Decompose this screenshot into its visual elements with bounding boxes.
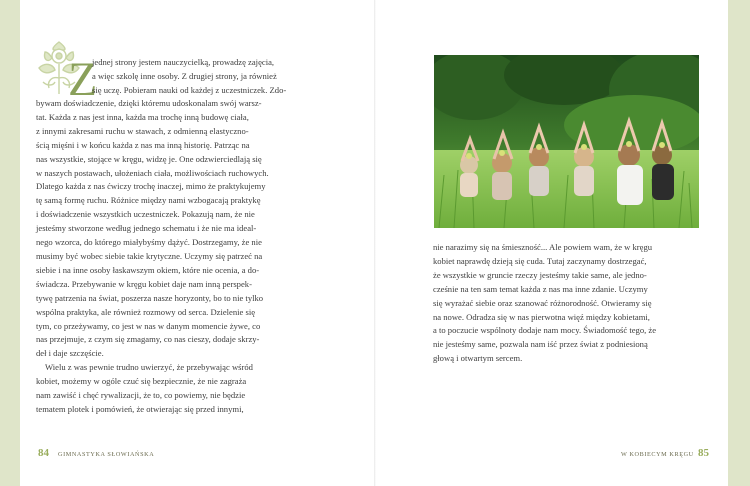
left-running-title: GIMNASTYKA SŁOWIAŃSKA	[58, 451, 155, 458]
drop-cap: Z	[68, 53, 98, 106]
text-line: siebie i na inne osoby łaskawszym okiem, które nie ocenia, a do-	[36, 264, 260, 275]
text-line: tę samą formę ruchu. Różnice między nami wzbogacają praktykę	[36, 195, 261, 206]
text-line: na nowe. Odradza się w nas pierwotna więź między kobietami,	[433, 311, 650, 322]
text-line: się uczę. Pobieram nauki od każdej z uczestniczek. Zdo-	[92, 84, 287, 95]
text-line: tywę patrzenia na świat, poszerza nasze horyzonty, bo to nie tylko	[36, 292, 264, 303]
text-line: Dlatego każda z nas ćwiczy trochę inaczej, mimo że praktykujemy	[36, 181, 266, 192]
book-gutter	[374, 0, 376, 486]
text-line: a to poczucie wspólnoty dodaje nam mocy. Świadomość tego, że	[433, 325, 657, 336]
text-line: i doświadczenie wszystkich uczestniczek. Pokazują nam, że nie	[36, 209, 255, 220]
text-line: nas przejmuje, z czym się zmagamy, co nas cieszy, dodaje skrzy-	[36, 334, 260, 345]
text-line: świadcza. Przebywanie w kręgu kobiet daje nam inną perspek-	[36, 278, 252, 289]
text-line: tematem plotek i pomówień, że otwierając się przed innymi,	[36, 403, 244, 414]
right-page-number: 85	[698, 447, 709, 459]
text-line: musimy być wobec siebie takie krytyczne. Uczymy się patrzeć na	[36, 250, 263, 261]
text-line: w naszych postawach, ułożeniach ciała, możliwościach ruchowych.	[36, 167, 269, 178]
left-body-text	[36, 97, 316, 417]
text-line: się wyrażać siebie oraz szanować różnorodność. Otwieramy się	[433, 297, 652, 308]
text-line: z innymi zakresami ruchu w stawach, z odmienną elastyczno-	[36, 125, 249, 136]
text-line: cześnie na ten sam temat każda z nas ma inne zdanie. Uczymy	[433, 283, 648, 294]
text-line: głową i otwartym sercem.	[433, 353, 523, 364]
text-line: że wszystkie w gruncie rzeczy jesteśmy takie same, ale jedno-	[433, 269, 647, 280]
left-intro-text	[92, 56, 316, 98]
text-line: nie jesteśmy same, pozwala nam iść przez świat z podniesioną	[433, 339, 648, 350]
right-running-title: W KOBIECYM KRĘGU	[621, 451, 694, 458]
text-line: jesteśmy stworzone według jednego schematu i że nie ma ideal-	[36, 223, 257, 234]
text-line: jednej strony jestem nauczycielką, prowadzę zajęcia,	[92, 57, 275, 67]
left-page-number: 84	[38, 447, 49, 459]
text-line: nam zawiść i chęć rywalizacji, że to, co powiemy, nie będzie	[36, 390, 246, 401]
text-line: nego wzorca, do którego miałybyśmy dążyć. Dostrzegamy, że nie	[36, 237, 262, 248]
text-line: kobiet, możemy w ogóle czuć się bezpiecznie, że nie zagraża	[36, 376, 247, 387]
text-line: tat. Każda z nas jest inna, każda ma trochę inną budowę ciała,	[36, 111, 249, 122]
text-line: a więc szkolę inne osoby. Z drugiej strony, ja również	[92, 70, 277, 81]
women-circle-photo	[434, 55, 699, 228]
text-line: Wielu z was pewnie trudno uwierzyć, że przebywając wśród	[45, 362, 253, 373]
text-line: nas wszystkie, stojące w kręgu, widzę je. One odzwierciedlają się	[36, 153, 262, 164]
text-line: nie narazimy się na śmieszność... Ale powiem wam, że w kręgu	[433, 242, 653, 252]
text-line: kobiet naprawdę dzieją się cuda. Tutaj zaczynamy dostrzegać,	[433, 255, 647, 266]
text-line: ścią mięśni i w końcu każda z nas ma inną historię. Patrząc na	[36, 139, 250, 150]
text-line: bywam doświadczenie, dzięki któremu udoskonalam swój warsz-	[36, 98, 262, 108]
text-line: deł i daje szczęście.	[36, 348, 104, 359]
text-line: wspólna praktyka, ale również rozmowy od serca. Dzielenie się	[36, 306, 256, 317]
text-line: tym, co przeżywamy, co jest w nas w danym momencie żywe, co	[36, 320, 261, 331]
right-body-text	[433, 241, 701, 366]
